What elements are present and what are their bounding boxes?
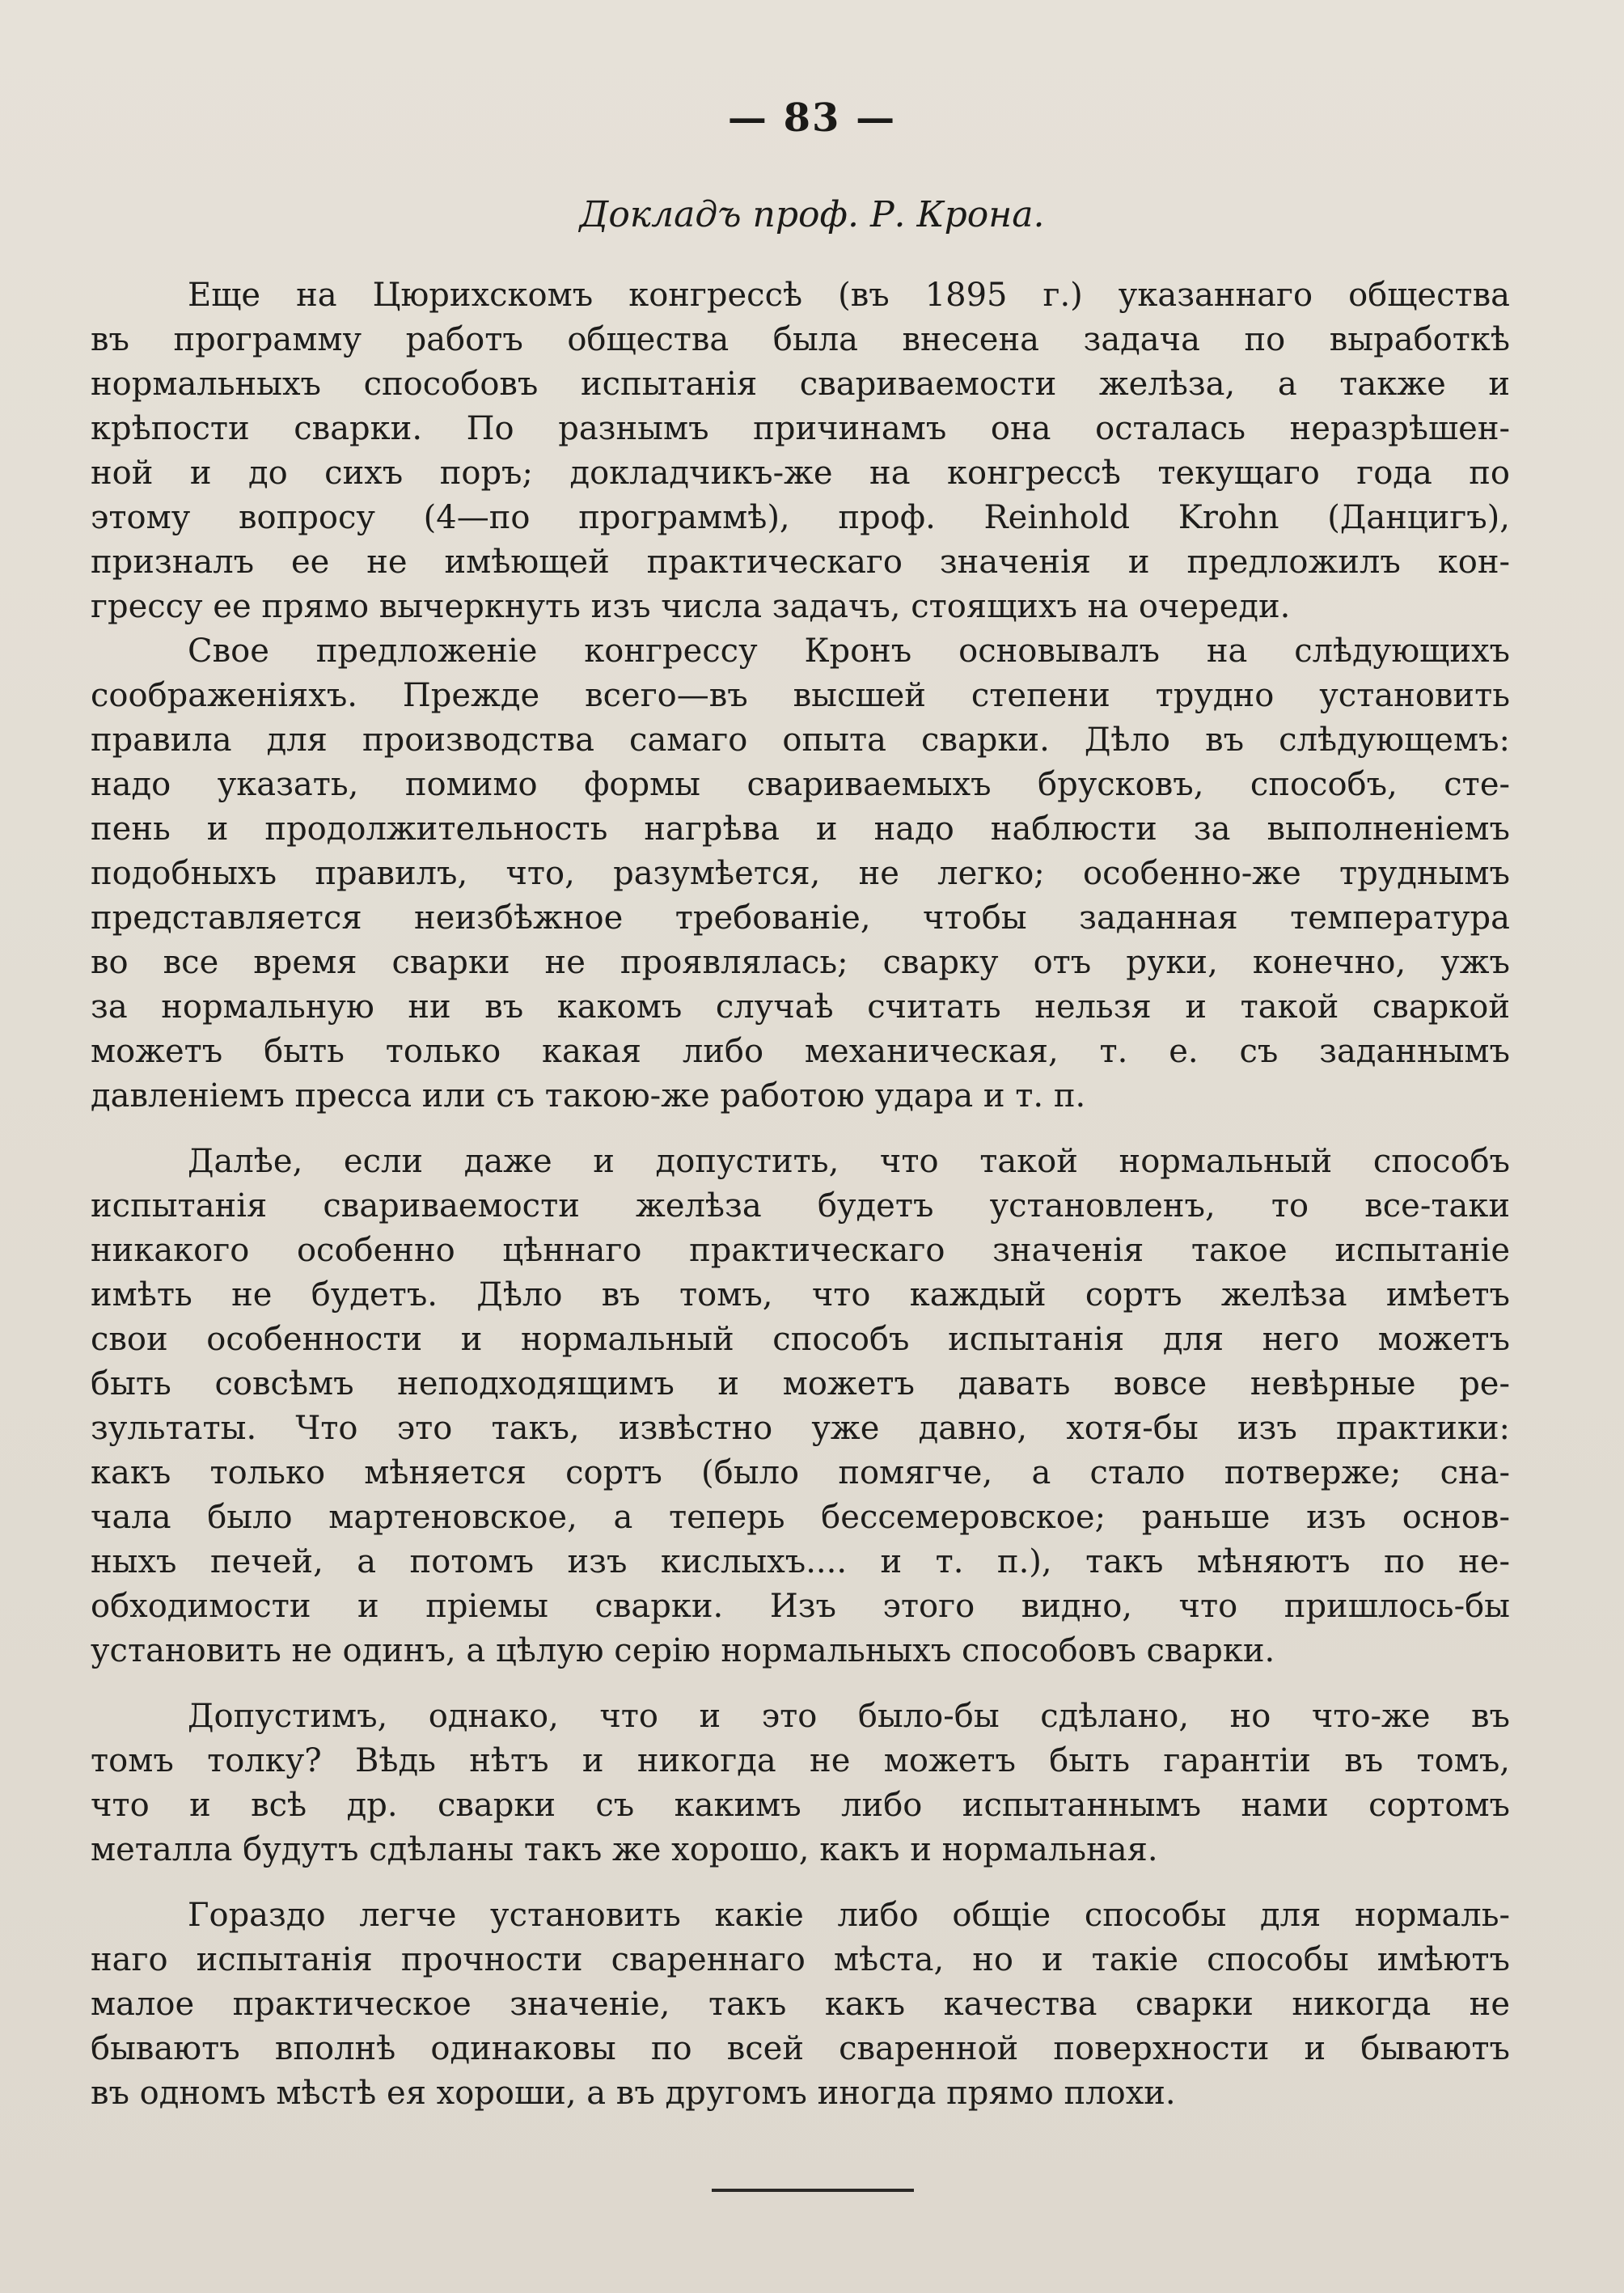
- text-line: въ одномъ мѣстѣ ея хороши, а въ другомъ иногда прямо плохи.: [91, 2075, 1176, 2112]
- text-line: Еще на Цюрихскомъ конгрессѣ (въ 1895 г.) указаннаго общества: [188, 277, 1510, 314]
- text-line: нормальныхъ способовъ испытанія свариваемости желѣза, а также и: [91, 366, 1510, 403]
- text-line: бываютъ вполнѣ одинаковы по всей сваренной поверхности и бываютъ: [91, 2030, 1510, 2067]
- text-line: испытанія свариваемости желѣза будетъ установленъ, то все-таки: [91, 1187, 1510, 1225]
- text-line: имѣть не будетъ. Дѣло въ томъ, что каждый сортъ желѣза имѣетъ: [91, 1276, 1510, 1314]
- text-line: чала было мартеновское, а теперь бессемеровское; раньше изъ основ-: [91, 1499, 1510, 1536]
- report-body: [91, 273, 1510, 2116]
- text-line: ной и до сихъ поръ; докладчикъ-же на конгрессѣ текущаго года по: [91, 455, 1510, 492]
- text-line: представляется неизбѣжное требованіе, чтобы заданная температура: [91, 899, 1510, 937]
- text-line: что и всѣ др. сварки съ какимъ либо испытаннымъ нами сортомъ: [91, 1787, 1510, 1824]
- text-line: за нормальную ни въ какомъ случаѣ считать нельзя и такой сваркой: [91, 988, 1510, 1026]
- paragraph-3: [91, 1140, 1510, 1673]
- text-line: подобныхъ правилъ, что, разумѣется, не легко; особенно-же труднымъ: [91, 855, 1510, 892]
- text-line: этому вопросу (4—по программѣ), проф. Reinhold Krohn (Данцигъ),: [91, 499, 1510, 536]
- text-line: крѣпости сварки. По разнымъ причинамъ она осталась неразрѣшен-: [91, 410, 1510, 447]
- text-line: во все время сварки не проявлялась; сварку отъ руки, конечно, ужъ: [91, 944, 1510, 981]
- text-line: правила для производства самаго опыта сварки. Дѣло въ слѣдующемъ:: [91, 721, 1510, 759]
- text-line: быть совсѣмъ неподходящимъ и можетъ давать вовсе невѣрные ре-: [91, 1365, 1510, 1402]
- text-line: Свое предложеніе конгрессу Кронъ основывалъ на слѣдующихъ: [188, 632, 1510, 670]
- text-line: какъ только мѣняется сортъ (было помягче, а стало потверже; сна-: [91, 1454, 1510, 1491]
- text-line: наго испытанія прочности свареннаго мѣста, но и такіе способы имѣютъ: [91, 1941, 1510, 1978]
- report-heading: Докладъ проф. Р. Крона.: [579, 194, 1045, 235]
- text-line: обходимости и пріемы сварки. Изъ этого видно, что пришлось-бы: [91, 1588, 1510, 1625]
- text-line: призналъ ее не имѣющей практическаго значенія и предложилъ кон-: [91, 544, 1510, 581]
- text-line: въ программу работъ общества была внесена задача по выработкѣ: [91, 321, 1510, 358]
- text-line: никакого особенно цѣннаго практическаго значенія такое испытаніе: [91, 1232, 1510, 1269]
- text-line: свои особенности и нормальный способъ испытанія для него можетъ: [91, 1321, 1510, 1358]
- paragraph-4: [91, 1694, 1510, 1872]
- paragraph-1: [91, 273, 1510, 629]
- text-line: Допустимъ, однако, что и это было-бы сдѣлано, но что-же въ: [188, 1698, 1510, 1735]
- paragraph-gap: [91, 1673, 1510, 1694]
- end-rule: [712, 2189, 914, 2192]
- text-line: можетъ быть только какая либо механическая, т. е. съ заданнымъ: [91, 1033, 1510, 1070]
- text-line: грессу ее прямо вычеркнуть изъ числа задачъ, стоящихъ на очереди.: [91, 588, 1291, 625]
- text-line: надо указать, помимо формы свариваемыхъ брусковъ, способъ, сте-: [91, 766, 1510, 803]
- text-line: давленіемъ пресса или съ такою-же работою удара и т. п.: [91, 1077, 1086, 1115]
- text-line: металла будутъ сдѣланы такъ же хорошо, какъ и нормальная.: [91, 1831, 1158, 1868]
- text-line: малое практическое значеніе, такъ какъ качества сварки никогда не: [91, 1986, 1510, 2023]
- text-line: установить не одинъ, а цѣлую серію нормальныхъ способовъ сварки.: [91, 1632, 1275, 1669]
- paragraph-gap: [91, 1119, 1510, 1140]
- text-line: ныхъ печей, а потомъ изъ кислыхъ.... и т. п.), такъ мѣняютъ по не-: [91, 1543, 1510, 1580]
- text-line: соображеніяхъ. Прежде всего—въ высшей степени трудно установить: [91, 677, 1510, 714]
- text-line: Далѣе, если даже и допустить, что такой нормальный способъ: [188, 1143, 1510, 1180]
- paragraph-2: [91, 629, 1510, 1119]
- text-line: Гораздо легче установить какіе либо общіе способы для нормаль-: [188, 1897, 1510, 1934]
- text-line: пень и продолжительность нагрѣва и надо наблюсти за выполненіемъ: [91, 810, 1510, 848]
- text-line: зультаты. Что это такъ, извѣстно уже давно, хотя-бы изъ практики:: [91, 1410, 1510, 1447]
- text-line: томъ толку? Вѣдь нѣтъ и никогда не можетъ быть гарантіи въ томъ,: [91, 1742, 1510, 1779]
- page-number: — 83 —: [727, 95, 897, 141]
- paragraph-gap: [91, 1872, 1510, 1893]
- paragraph-5: [91, 1893, 1510, 2116]
